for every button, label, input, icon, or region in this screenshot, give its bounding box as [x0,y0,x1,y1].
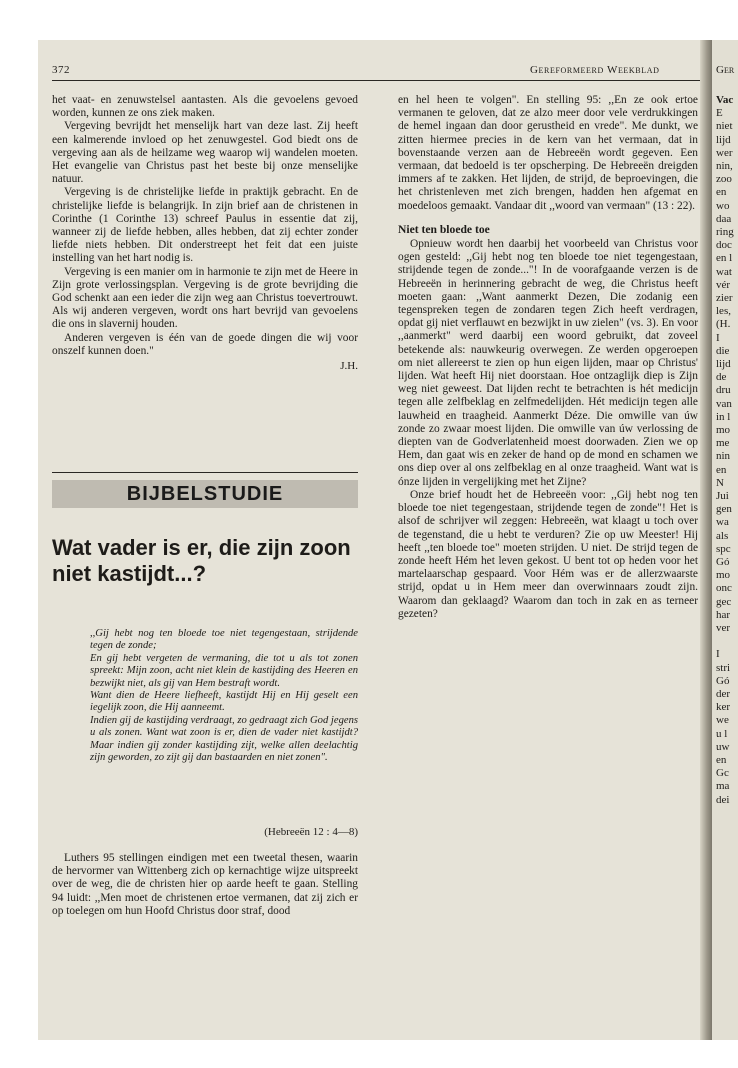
right-page-fragment: we [716,714,729,727]
right-page-fragment: (H. [716,318,731,331]
right-page-fragment: Gó [716,556,730,568]
left-column-bottom [52,852,358,918]
right-page-fragment: I [716,648,720,661]
quote-line: En gij hebt vergeten de vermaning, die tot u als tot zonen spreekt: Mijn zoon, acht niet klein de kastijding des Heeren en bezwijkt niet, als gij van Hem bestraft wordt. [90,652,358,689]
right-page-fragment: lijd [716,133,731,146]
paragraph: Opnieuw wordt hen daarbij het voorbeeld van Christus voor ogen gesteld: ,,Gij hebt nog ten bloede toe niet tegengestaan, strijdende tegen de zonde..."! In de voorafgaande verzen is de Hebreeën in herinnering gebracht de weg, die Christus heeft moeten gaan: ,,Want aanmerkt Dezen, Die zodanig een tegenspreken tegen de zondaren tegen Zich heeft verdragen, opdat gij niet verflauwt en bezwijkt in uw zielen" (vs. 3). En voor ,,aanmerkt" werd daarbij een woord gebruikt, dat zoveel betekende als: nauwkeurig overwegen. Ze werden opgeroepen om niet allereerst te zien op hun eigen lijden, maar op Christus' lijden. Wat heeft Hij niet doorstaan. Hoe ontzaglijk diep is Zijn weg niet geweest. Dat lijden recht te betrachten is hét medicijn tegen alle zelfbeklag en zelfmedelijden. Hét medicijn tegen alle lauwheid en traagheid. Aanmerkt Déze. Die omwille van úw zonde zo zwaar moest lijden. Die omwille van úw verlossing de diepten van de Godverlatenheid moest doorwaden. Zien we op Hem, dan gaat wis en zeker de hand op de mond en schamen we ons diep over al ons zelfbeklag en al onze traagheid. Want wat is ónze lijden in vergelijking met het Zijne? [398,238,698,488]
right-page-fragment: nin, [716,160,733,172]
paragraph: Luthers 95 stellingen eindigen met een tweetal thesen, waarin de hervormer van Wittenberg zich op kernachtige wijze uitspreekt over de weg, die de christen hier op aarde heeft te gaan. Stelling 94 luidt: ,,Men moet de christenen ertoe vermanen, dat zij zich er op toelegen om hun Hoofd Christus door straf, dood [52,852,358,917]
right-page-fragment: N [716,476,724,489]
right-page-fragment: uw [716,740,730,753]
quote-reference: (Hebreeën 12 : 4—8) [264,826,358,838]
right-page-fragment: niet [716,120,733,133]
right-page-fragment: die [716,344,730,357]
right-page-fragment: Jui [716,490,729,502]
page-number: 372 [52,64,70,76]
quote-line: ,,Gij hebt nog ten bloede toe niet tegengestaan, strijdende tegen de zonde; [90,628,358,652]
right-page-fragment: gen [716,503,732,516]
right-page-fragment: en [716,186,727,199]
left-column-top [52,94,358,373]
right-page-fragment: les, [716,305,731,318]
right-page-fragment: mo [716,424,731,436]
right-page-fragment: als [716,529,729,542]
right-page-fragment: dei [716,793,730,806]
right-page-fragment: ker [716,701,731,714]
right-page-fragment: lijd [716,358,731,370]
right-page-fragment: nin [716,450,731,463]
author-initials: J.H. [340,360,358,373]
paragraph: Vergeving is een manier om in harmonie te zijn met de Heere in Zijn grote verlossingsplan. Vergeving is de grote bevrijding die God schenkt aan een ieder die zijn weg aan Christus toevertrouwt. Als wij anderen vergeven, wordt ons hart bevrijd van gevoelens die ons in slavernij houden. [52,265,358,331]
right-page-fragment: Vac [716,94,734,106]
right-column [398,94,698,621]
right-page-fragment: zoo [716,173,732,186]
right-page-fragment: wer [716,146,733,159]
paragraph: en hel heen te volgen". En stelling 95: ,,En ze ook ertoe vermanen te geloven, dat ze alzo meer door vele verdrukkingen de hemel ingaan dan door gerustheid en vrede". Me dunkt, we zitten hiermee precies in de kern van het vermaan, dat in bovenstaande verzen aan de Hebreeën wordt gegeven. Een vermaan, dat bedoeld is ter opscherping. De Hebreeën dreigden immers af te zakken. Het lijden, de strijd, de beproevingen, die het christenleven met zich brengen, hadden hen afgemat en moedeloos gemaakt. Vandaar dit ,,woord van vermaan" (13 : 22). [398,94,698,212]
right-page-header-fragment: Ger [716,64,735,76]
right-page-fragment: ring [716,226,734,238]
right-page-fragment: wo [716,199,730,212]
right-page-fragment: in l [716,410,731,423]
right-page-fragment: Gó [716,674,730,687]
right-page-fragment: onc [716,582,732,595]
right-page-fragment: stri [716,661,731,674]
right-page-fragment: wat [716,265,732,278]
right-page-fragment: I [716,331,720,344]
section-label: BIJBELSTUDIE [52,480,358,508]
right-page-fragment: de [716,371,727,384]
section-rule [52,472,358,473]
quote-line: Indien gij de kastijding verdraagt, zo gedraagt zich God jegens u als zonen. Want wat zoon is er, dien de vader niet kastijdt? Maar indien gij zonder kastijding zijt, welke allen deelachtig zijn geworden, zo zijt gij dan bastaarden en niet zonen". [90,714,358,764]
right-page-fragment: van [716,397,732,410]
right-page-fragment: u l [716,727,728,740]
paragraph: Vergeving is de christelijke liefde in praktijk gebracht. En de christelijke liefde is belangrijk. In zijn brief aan de christenen in Corinthe (1 Corinthe 13) schreef Paulus in essentie dat zij, wanneer zij de liefde hebben, alles hebben, dat zij echter zonder liefde niets hebben. Dit onderstreept het feit dat een juiste instelling van het hart nodig is. [52,186,358,265]
right-page-fragment: ma [716,780,730,793]
right-page-fragment: en l [716,252,733,265]
right-page-fragment: wa [716,516,729,529]
right-page-fragment: Gc [716,767,729,780]
right-page-fragment: doc [716,239,732,252]
header-rule [52,80,700,81]
right-page-fragment: ver [716,622,731,634]
paragraph: Onze brief houdt het de Hebreeën voor: ,,Gij hebt nog ten bloede toe niet tegengestaan, strijdende tegen de zonde"! Het is alsof de schrijver wil zeggen: Hebreeën, wat klaagt u toch over de tegenstand, die u hebt te verduren? Zie op uw Meester! Hij heeft ,,ten bloede toe" moeten strijden. U niet. De strijd tegen de zonde heeft Hém het leven gekost. U bent tot op heden voor het martelaarschap gespaard. Voor Hém was er de allerzwaarste strijd, opdat u in Hem meer dan overwinnaars zoudt zijn. Waarom dan geklaagd? Waarom dan toch in zak en as terneer gezeten? [398,488,698,620]
publication-title: Gereformeerd Weekblad [530,64,660,76]
right-page-fragment: vér [716,278,731,291]
right-page-fragment: spc [716,542,731,555]
paragraph: Anderen vergeven is één van de goede dingen die wij voor onszelf kunnen doen." [52,331,358,357]
right-page-fragment: en [716,463,727,476]
paragraph: Vergeving bevrijdt het menselijk hart van deze last. Zij heeft een kalmerende invloed op het zenuwgestel. God biedt ons de vergeving aan als de heilzame weg waarop wij wandelen moeten. Het evangelie van Christus past het beste bij onze menselijke natuur. [52,120,358,186]
subheading: Niet ten bloede toe [398,222,490,236]
right-page-fragment: gec [716,595,732,608]
right-page-fragment: zier [716,292,733,304]
right-page-fragment: der [716,688,731,700]
scripture-quote [90,628,358,764]
quote-line: Want dien de Heere liefheeft, kastijdt Hij en Hij geselt een iegelijk zoon, die Hij aanneemt. [90,690,358,714]
article-title: Wat vader is er, die zijn zoon niet kastijdt...? [52,535,351,586]
right-page-fragment: me [716,437,730,450]
right-page-fragment: daa [716,212,732,225]
right-page-fragment: dru [716,384,731,397]
right-page-fragment: E [716,107,723,120]
right-page-fragment: en [716,754,727,766]
right-page-fragment: mo [716,569,731,582]
paragraph: het vaat- en zenuwstelsel aantasten. Als die gevoelens gevoed worden, kunnen ze ons ziek maken. [52,94,358,120]
right-page-fragment: har [716,608,731,621]
